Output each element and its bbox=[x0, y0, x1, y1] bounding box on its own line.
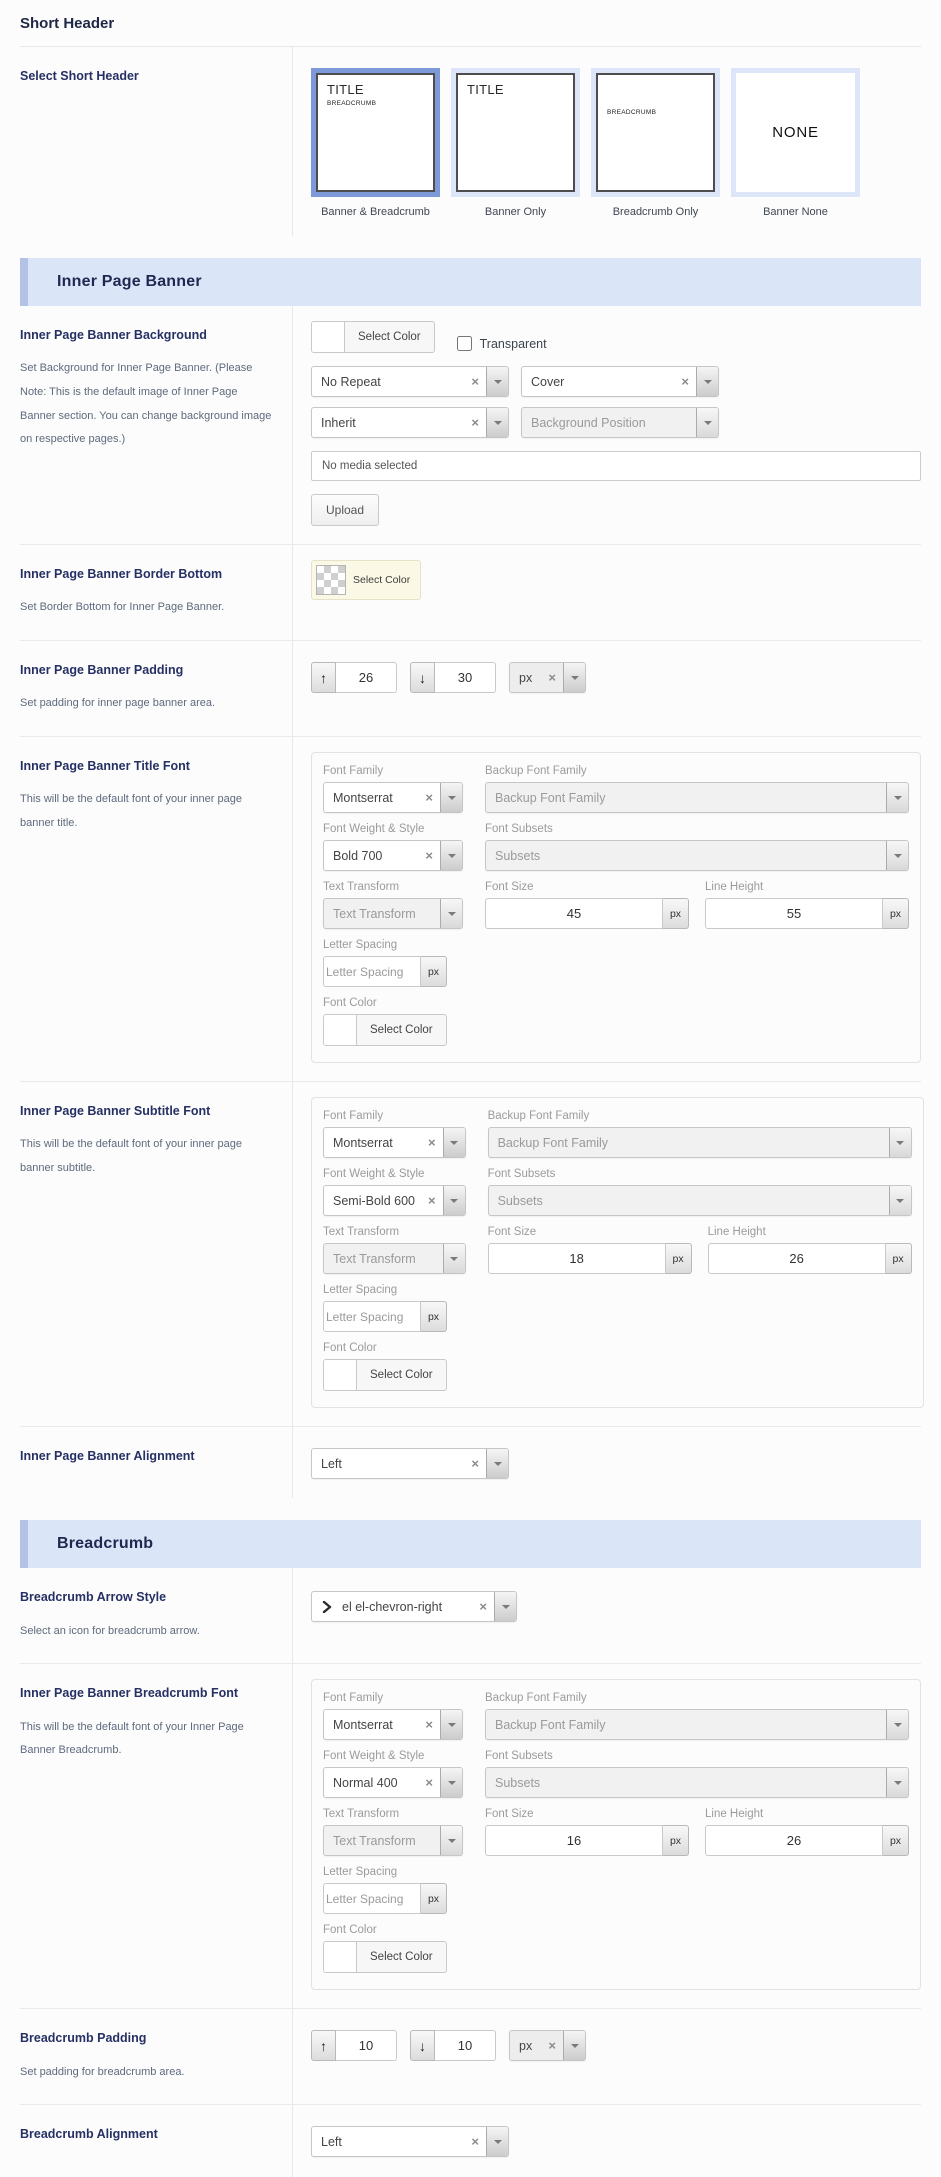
field-label: Font Size bbox=[485, 1808, 534, 1821]
text-transform-field bbox=[323, 1226, 466, 1274]
placeholder-value: Text Transform bbox=[333, 906, 416, 921]
line-height-field bbox=[705, 881, 909, 929]
field-title: Breadcrumb Alignment bbox=[20, 2127, 158, 2142]
field-control-column bbox=[293, 2009, 921, 2104]
selected-value: No Repeat bbox=[321, 374, 381, 389]
breadcrumb-font-group bbox=[311, 1679, 921, 1990]
preview-title-text: TITLE bbox=[467, 82, 504, 97]
chevron-down-icon bbox=[486, 367, 508, 396]
font-subsets-field bbox=[488, 1168, 912, 1216]
font-weight-select[interactable] bbox=[323, 840, 463, 871]
unit-label: px bbox=[666, 1243, 692, 1274]
font-subsets-select[interactable] bbox=[488, 1185, 912, 1216]
color-swatch bbox=[324, 1015, 357, 1045]
font-subsets-select[interactable] bbox=[485, 840, 909, 871]
line-height-input[interactable] bbox=[708, 1243, 886, 1274]
row-banner-subtitle-font bbox=[20, 1081, 921, 1426]
chevron-down-icon bbox=[886, 1710, 908, 1739]
chevron-down-icon bbox=[440, 1710, 462, 1739]
font-size-field bbox=[485, 1808, 689, 1856]
field-label-column bbox=[20, 1664, 293, 2008]
field-label-column bbox=[20, 737, 293, 1081]
placeholder-value: Backup Font Family bbox=[495, 1717, 606, 1732]
row-breadcrumb-arrow-style bbox=[20, 1568, 921, 1663]
font-weight-field bbox=[323, 823, 463, 871]
field-title: Inner Page Banner Background bbox=[20, 328, 207, 342]
field-label: Backup Font Family bbox=[485, 765, 587, 778]
field-title: Inner Page Banner Title Font bbox=[20, 759, 190, 774]
field-label: Font Subsets bbox=[485, 1750, 553, 1763]
unit-label: px bbox=[421, 1301, 447, 1332]
chevron-down-icon bbox=[440, 1768, 462, 1797]
option-banner-breadcrumb[interactable] bbox=[311, 68, 440, 218]
field-label: Font Family bbox=[323, 765, 384, 778]
field-label: Backup Font Family bbox=[487, 1110, 590, 1123]
option-thumb bbox=[731, 68, 860, 197]
chevron-down-icon bbox=[563, 2031, 585, 2060]
font-color-field bbox=[323, 1924, 463, 1977]
select-color-label: Select Color bbox=[353, 574, 411, 586]
background-color-button[interactable] bbox=[311, 321, 435, 353]
font-size-input[interactable] bbox=[488, 1243, 666, 1274]
field-label: Font Weight & Style bbox=[323, 823, 425, 836]
selected-value: el el-chevron-right bbox=[342, 1599, 443, 1614]
select-color-label: Select Color bbox=[370, 1951, 433, 1964]
arrow-down-icon: ↓ bbox=[410, 2030, 435, 2061]
chevron-down-icon bbox=[440, 1826, 462, 1855]
transparent-label: Transparent bbox=[479, 336, 547, 351]
field-label-column bbox=[20, 2009, 293, 2104]
text-transform-field bbox=[323, 1808, 463, 1856]
field-label: Font Family bbox=[323, 1110, 384, 1123]
preview-title-text: TITLE bbox=[327, 82, 364, 97]
field-label: Font Weight & Style bbox=[323, 1168, 425, 1181]
chevron-down-icon bbox=[443, 1186, 465, 1215]
breadcrumb-alignment-select[interactable] bbox=[311, 2126, 509, 2157]
option-label: Banner Only bbox=[484, 206, 547, 218]
font-family-select[interactable] bbox=[323, 1127, 466, 1158]
padding-top-input[interactable] bbox=[336, 662, 397, 693]
letter-spacing-input[interactable] bbox=[323, 956, 421, 987]
row-breadcrumb-alignment bbox=[20, 2104, 921, 2176]
chevron-down-icon bbox=[696, 408, 718, 437]
clear-icon[interactable]: × bbox=[548, 2038, 556, 2054]
font-weight-field bbox=[323, 1168, 466, 1216]
field-label-column bbox=[20, 641, 293, 736]
chevron-down-icon bbox=[889, 1128, 911, 1157]
chevron-right-icon bbox=[321, 1601, 333, 1613]
color-swatch bbox=[324, 1360, 357, 1390]
font-family-field bbox=[323, 1692, 463, 1740]
field-label-column bbox=[20, 545, 293, 640]
font-color-field bbox=[323, 997, 463, 1050]
padding-top-group bbox=[311, 2030, 397, 2061]
field-label: Line Height bbox=[705, 881, 764, 894]
chevron-down-icon bbox=[886, 783, 908, 812]
field-label: Font Color bbox=[323, 1342, 377, 1355]
arrow-down-icon: ↓ bbox=[410, 662, 435, 693]
text-transform-select[interactable] bbox=[323, 1243, 466, 1274]
field-label: Font Color bbox=[323, 1924, 377, 1937]
field-label-column bbox=[20, 306, 293, 544]
selected-value: Bold 700 bbox=[333, 848, 383, 863]
media-url-input[interactable] bbox=[311, 451, 921, 481]
option-label: Banner & Breadcrumb bbox=[321, 206, 430, 218]
backup-font-family-select[interactable] bbox=[485, 1709, 909, 1740]
unit-label: px bbox=[883, 898, 909, 929]
field-control-column bbox=[293, 641, 921, 736]
arrow-up-icon: ↑ bbox=[311, 662, 336, 693]
font-family-select[interactable] bbox=[323, 782, 463, 813]
option-thumb bbox=[451, 68, 580, 197]
field-label: Letter Spacing bbox=[323, 1284, 398, 1297]
background-size-select[interactable] bbox=[521, 366, 719, 397]
field-label: Letter Spacing bbox=[323, 939, 398, 952]
field-label: Font Family bbox=[323, 1692, 384, 1705]
row-banner-background bbox=[20, 306, 921, 544]
chevron-down-icon bbox=[563, 663, 585, 692]
field-label: Text Transform bbox=[323, 881, 400, 894]
field-control-column bbox=[293, 306, 921, 544]
font-size-input[interactable] bbox=[485, 898, 663, 929]
select-color-label: Select Color bbox=[370, 1024, 433, 1037]
field-title: Breadcrumb Arrow Style bbox=[20, 1590, 167, 1605]
field-control-column bbox=[293, 737, 921, 1081]
text-transform-select[interactable] bbox=[323, 898, 463, 929]
font-color-button[interactable] bbox=[323, 1014, 447, 1046]
padding-top-input[interactable] bbox=[336, 2030, 397, 2061]
field-description: This will be the default font of your inner page banner title. bbox=[20, 793, 242, 830]
placeholder-value: Text Transform bbox=[333, 1251, 416, 1266]
padding-unit-select[interactable] bbox=[509, 662, 586, 693]
field-label-column bbox=[20, 1427, 293, 1498]
clear-icon[interactable]: × bbox=[425, 790, 433, 806]
selected-value: Cover bbox=[531, 374, 565, 389]
font-weight-field bbox=[323, 1750, 463, 1798]
field-control-column bbox=[293, 1664, 921, 2008]
spacer bbox=[488, 1284, 912, 1332]
backup-font-family-field bbox=[485, 765, 909, 813]
field-label: Font Color bbox=[323, 997, 377, 1010]
field-label: Line Height bbox=[705, 1808, 764, 1821]
option-banner-only[interactable] bbox=[451, 68, 580, 218]
background-color-controls bbox=[311, 321, 921, 353]
chevron-down-icon bbox=[486, 2127, 508, 2156]
placeholder-value: Subsets bbox=[495, 848, 541, 863]
unit-label: px bbox=[663, 1825, 689, 1856]
placeholder-value: Text Transform bbox=[333, 1833, 416, 1848]
chevron-down-icon bbox=[440, 841, 462, 870]
field-label-column bbox=[20, 2105, 293, 2176]
background-repeat-select[interactable] bbox=[311, 366, 509, 397]
backup-font-family-field bbox=[485, 1692, 909, 1740]
spacer bbox=[485, 1866, 909, 1914]
font-family-field bbox=[323, 1110, 466, 1158]
unit-label: px bbox=[421, 1883, 447, 1914]
section-title: Inner Page Banner bbox=[57, 273, 202, 290]
selected-value: px bbox=[519, 2038, 533, 2053]
clear-icon[interactable]: × bbox=[471, 1456, 479, 1472]
field-label: Font Subsets bbox=[487, 1168, 556, 1181]
line-height-input[interactable] bbox=[705, 1825, 883, 1856]
letter-spacing-input[interactable] bbox=[323, 1301, 421, 1332]
font-family-select[interactable] bbox=[323, 1709, 463, 1740]
font-subsets-field bbox=[485, 823, 909, 871]
option-label: Banner None bbox=[763, 206, 828, 218]
unit-label: px bbox=[886, 1243, 912, 1274]
line-height-input[interactable] bbox=[705, 898, 883, 929]
chevron-down-icon bbox=[886, 841, 908, 870]
chevron-down-icon bbox=[443, 1128, 465, 1157]
chevron-down-icon bbox=[443, 1244, 465, 1273]
chevron-down-icon bbox=[486, 408, 508, 437]
backup-font-family-select[interactable] bbox=[488, 1127, 912, 1158]
chevron-down-icon bbox=[494, 1592, 516, 1621]
option-label: Breadcrumb Only bbox=[612, 206, 699, 218]
row-breadcrumb-font bbox=[20, 1663, 921, 2008]
clear-icon[interactable]: × bbox=[425, 1775, 433, 1791]
select-color-label: Select Color bbox=[358, 331, 421, 343]
font-size-field bbox=[485, 881, 689, 929]
font-subsets-field bbox=[485, 1750, 909, 1798]
transparent-checkbox[interactable] bbox=[457, 336, 472, 351]
field-control-column bbox=[293, 545, 921, 640]
selected-value: Montserrat bbox=[333, 1717, 393, 1732]
unit-label: px bbox=[421, 956, 447, 987]
color-swatch bbox=[324, 1942, 357, 1972]
field-label: Text Transform bbox=[323, 1808, 400, 1821]
selected-value: Montserrat bbox=[333, 1135, 393, 1150]
background-position-select[interactable] bbox=[521, 407, 719, 438]
font-weight-select[interactable] bbox=[323, 1185, 466, 1216]
selected-value: px bbox=[519, 670, 533, 685]
select-color-label: Select Color bbox=[370, 1369, 433, 1382]
option-preview bbox=[456, 73, 575, 192]
unit-label: px bbox=[883, 1825, 909, 1856]
row-banner-alignment bbox=[20, 1426, 921, 1498]
text-transform-select[interactable] bbox=[323, 1825, 463, 1856]
font-subsets-select[interactable] bbox=[485, 1767, 909, 1798]
field-title: Select Short Header bbox=[20, 69, 139, 83]
chevron-down-icon bbox=[696, 367, 718, 396]
subtitle-font-group bbox=[311, 1097, 924, 1408]
font-color-field bbox=[323, 1342, 466, 1395]
clear-icon[interactable]: × bbox=[428, 1193, 436, 1209]
clear-icon[interactable]: × bbox=[471, 2134, 479, 2150]
size-lineheight-fields bbox=[485, 881, 909, 929]
row-breadcrumb-padding bbox=[20, 2008, 921, 2104]
title-font-group bbox=[311, 752, 921, 1063]
font-weight-select[interactable] bbox=[323, 1767, 463, 1798]
option-preview bbox=[316, 73, 435, 192]
option-preview bbox=[596, 73, 715, 192]
placeholder-value: Subsets bbox=[497, 1193, 543, 1208]
padding-controls bbox=[311, 656, 921, 693]
size-lineheight-fields bbox=[485, 1808, 909, 1856]
option-thumb bbox=[591, 68, 720, 197]
color-swatch bbox=[312, 322, 345, 352]
field-control-column bbox=[293, 1082, 924, 1426]
padding-controls bbox=[311, 2024, 921, 2061]
line-height-field bbox=[705, 1808, 909, 1856]
field-title: Inner Page Banner Subtitle Font bbox=[20, 1104, 211, 1119]
banner-alignment-select[interactable] bbox=[311, 1448, 509, 1479]
field-label: Font Size bbox=[485, 881, 534, 894]
size-lineheight-fields bbox=[488, 1226, 912, 1274]
field-title: Breadcrumb Padding bbox=[20, 2031, 147, 2046]
selected-value: Inherit bbox=[321, 415, 356, 430]
breadcrumb-arrow-select[interactable] bbox=[311, 1591, 517, 1622]
option-breadcrumb-only[interactable] bbox=[591, 68, 720, 218]
field-title: Inner Page Banner Alignment bbox=[20, 1449, 195, 1464]
row-banner-border-bottom bbox=[20, 544, 921, 640]
section-header-breadcrumb bbox=[20, 1520, 921, 1568]
backup-font-family-field bbox=[488, 1110, 912, 1158]
border-bottom-color-button[interactable] bbox=[311, 560, 421, 600]
option-preview bbox=[736, 73, 855, 192]
row-banner-padding bbox=[20, 640, 921, 736]
field-description: This will be the default font of your Inner Page Banner Breadcrumb. bbox=[20, 1720, 244, 1757]
image-select-options bbox=[311, 62, 921, 218]
row-banner-title-font bbox=[20, 736, 921, 1081]
backup-font-family-select[interactable] bbox=[485, 782, 909, 813]
field-title: Inner Page Banner Border Bottom bbox=[20, 567, 223, 581]
section-title: Breadcrumb bbox=[57, 1535, 154, 1553]
clear-icon[interactable]: × bbox=[425, 1717, 433, 1733]
field-description: Select an icon for breadcrumb arrow. bbox=[20, 1624, 200, 1637]
field-control-column bbox=[293, 2105, 921, 2176]
field-label: Text Transform bbox=[323, 1226, 400, 1239]
clear-icon[interactable]: × bbox=[471, 415, 479, 430]
field-description: This will be the default font of your inner page banner subtitle. bbox=[20, 1138, 242, 1175]
selected-value: Semi-Bold 600 bbox=[333, 1193, 415, 1208]
field-control-column bbox=[293, 47, 921, 236]
field-control-column bbox=[293, 1427, 921, 1498]
field-label: Font Weight & Style bbox=[323, 1750, 425, 1763]
padding-top-group bbox=[311, 662, 397, 693]
clear-icon[interactable]: × bbox=[681, 374, 689, 389]
letter-spacing-input[interactable] bbox=[323, 1883, 421, 1914]
placeholder-value: Backup Font Family bbox=[495, 790, 606, 805]
spacer bbox=[485, 939, 909, 987]
letter-spacing-field bbox=[323, 1284, 466, 1332]
padding-bottom-group bbox=[410, 662, 496, 693]
line-height-field bbox=[708, 1226, 912, 1274]
unit-label: px bbox=[663, 898, 689, 929]
font-family-field bbox=[323, 765, 463, 813]
option-banner-none[interactable] bbox=[731, 68, 860, 218]
preview-none-text: NONE bbox=[772, 124, 819, 141]
field-title: Inner Page Banner Breadcrumb Font bbox=[20, 1686, 239, 1701]
field-label: Letter Spacing bbox=[323, 1866, 398, 1879]
letter-spacing-field bbox=[323, 939, 463, 987]
selected-value: Left bbox=[321, 2134, 342, 2149]
page-title: Short Header bbox=[20, 15, 115, 32]
font-color-button[interactable] bbox=[323, 1941, 447, 1973]
option-thumb bbox=[311, 68, 440, 197]
transparent-checker-swatch bbox=[316, 565, 346, 595]
arrow-up-icon: ↑ bbox=[311, 2030, 336, 2061]
field-label: Line Height bbox=[707, 1226, 766, 1239]
field-label: Backup Font Family bbox=[485, 1692, 587, 1705]
row-select-short-header bbox=[20, 47, 921, 236]
padding-bottom-input[interactable] bbox=[435, 662, 496, 693]
field-description: Set Border Bottom for Inner Page Banner. bbox=[20, 601, 225, 614]
padding-bottom-group bbox=[410, 2030, 496, 2061]
selected-value: Normal 400 bbox=[333, 1775, 398, 1790]
preview-breadcrumb-text: BREADCRUMB bbox=[607, 109, 657, 116]
font-size-field bbox=[488, 1226, 692, 1274]
field-description: Set padding for breadcrumb area. bbox=[20, 2065, 185, 2078]
field-title: Inner Page Banner Padding bbox=[20, 663, 184, 678]
field-control-column bbox=[293, 1568, 921, 1663]
transparent-option bbox=[457, 336, 547, 353]
chevron-down-icon bbox=[440, 783, 462, 812]
upload-button[interactable]: Upload bbox=[311, 494, 379, 526]
chevron-down-icon bbox=[486, 1449, 508, 1478]
clear-icon[interactable]: × bbox=[425, 848, 433, 864]
letter-spacing-field bbox=[323, 1866, 463, 1914]
background-attachment-select[interactable] bbox=[311, 407, 509, 438]
chevron-down-icon bbox=[440, 899, 462, 928]
field-label: Font Size bbox=[487, 1226, 537, 1239]
placeholder-value: Background Position bbox=[531, 415, 646, 430]
padding-unit-select[interactable] bbox=[509, 2030, 586, 2061]
selected-value: Montserrat bbox=[333, 790, 393, 805]
preview-breadcrumb-text: BREADCRUMB bbox=[327, 100, 377, 107]
clear-icon[interactable]: × bbox=[428, 1135, 436, 1151]
clear-icon[interactable]: × bbox=[479, 1599, 487, 1615]
background-selects bbox=[311, 366, 921, 438]
font-size-input[interactable] bbox=[485, 1825, 663, 1856]
field-label-column bbox=[20, 47, 293, 236]
clear-icon[interactable]: × bbox=[471, 374, 479, 389]
field-label-column bbox=[20, 1082, 293, 1426]
text-transform-field bbox=[323, 881, 463, 929]
placeholder-value: Subsets bbox=[495, 1775, 541, 1790]
section-header-inner-page-banner bbox=[20, 258, 921, 306]
field-label-column bbox=[20, 1568, 293, 1663]
selected-value: Left bbox=[321, 1456, 342, 1471]
font-color-button[interactable] bbox=[323, 1359, 447, 1391]
field-description: Set Background for Inner Page Banner. (Please Note: This is the default image of Inner Page Banner section. You can change background image on respective pages.) bbox=[20, 362, 272, 446]
placeholder-value: Backup Font Family bbox=[497, 1135, 609, 1150]
chevron-down-icon bbox=[886, 1768, 908, 1797]
padding-bottom-input[interactable] bbox=[435, 2030, 496, 2061]
field-description: Set padding for inner page banner area. bbox=[20, 697, 216, 710]
clear-icon[interactable]: × bbox=[548, 670, 556, 686]
chevron-down-icon bbox=[889, 1186, 911, 1215]
field-label: Font Subsets bbox=[485, 823, 553, 836]
